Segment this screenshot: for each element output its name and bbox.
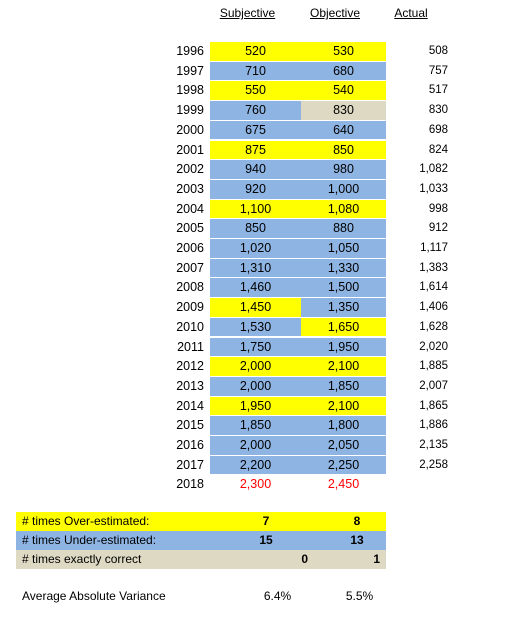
year-cell: 2018 bbox=[176, 477, 204, 492]
subjective-cell: 2,300 bbox=[210, 475, 301, 495]
objective-cell: 2,100 bbox=[301, 357, 386, 377]
table-row bbox=[0, 239, 509, 259]
summary-under-subjective: 15 bbox=[259, 533, 273, 547]
subjective-cell: 2,000 bbox=[210, 357, 301, 377]
summary-under-row bbox=[16, 531, 386, 550]
subjective-cell: 2,200 bbox=[210, 456, 301, 476]
summary-exact-objective: 1 bbox=[373, 552, 380, 566]
table-row bbox=[0, 377, 509, 397]
table-row bbox=[0, 62, 509, 82]
actual-cell: 1,885 bbox=[419, 360, 448, 373]
table-row bbox=[0, 278, 509, 298]
actual-cell: 517 bbox=[428, 84, 448, 97]
summary-exact-label: # times exactly correct bbox=[22, 552, 142, 566]
objective-cell: 1,080 bbox=[301, 200, 386, 220]
table-row bbox=[0, 42, 509, 62]
subjective-cell: 1,310 bbox=[210, 259, 301, 279]
table-row bbox=[0, 298, 509, 318]
actual-cell: 1,033 bbox=[419, 182, 448, 195]
table-row bbox=[0, 180, 509, 200]
objective-cell: 980 bbox=[301, 160, 386, 180]
objective-cell: 1,000 bbox=[301, 180, 386, 200]
subjective-cell: 1,950 bbox=[210, 397, 301, 417]
actual-cell: 1,117 bbox=[420, 242, 448, 254]
actual-cell: 2,007 bbox=[419, 379, 448, 392]
year-cell: 1997 bbox=[176, 63, 204, 78]
subjective-cell: 2,000 bbox=[210, 436, 301, 456]
objective-cell: 1,500 bbox=[301, 278, 386, 298]
subjective-cell: 1,100 bbox=[210, 200, 301, 220]
subjective-cell: 920 bbox=[210, 180, 301, 200]
actual-cell: 2,135 bbox=[419, 439, 448, 451]
table-row bbox=[0, 338, 509, 358]
table-row bbox=[0, 141, 509, 161]
year-cell: 1996 bbox=[176, 44, 204, 58]
objective-cell: 850 bbox=[301, 141, 386, 161]
year-cell: 2008 bbox=[176, 280, 204, 295]
actual-cell: 1,614 bbox=[419, 281, 448, 294]
year-cell: 2015 bbox=[176, 418, 204, 433]
year-cell: 2012 bbox=[176, 359, 204, 374]
year-cell: 1999 bbox=[176, 103, 204, 118]
variance-subjective: 6.4% bbox=[263, 589, 292, 603]
summary-over-label: # times Over-estimated: bbox=[22, 514, 150, 528]
table-row bbox=[0, 101, 509, 121]
summary-over-row bbox=[16, 512, 386, 531]
actual-cell: 830 bbox=[428, 104, 448, 117]
year-cell: 2013 bbox=[176, 378, 204, 393]
year-cell: 2005 bbox=[176, 221, 204, 236]
objective-cell: 880 bbox=[301, 219, 386, 239]
objective-cell: 1,050 bbox=[301, 239, 386, 259]
table-row bbox=[0, 318, 509, 338]
objective-cell: 1,350 bbox=[301, 298, 386, 318]
subjective-cell: 1,750 bbox=[210, 338, 301, 358]
year-cell: 1998 bbox=[176, 83, 204, 98]
subjective-cell: 710 bbox=[210, 62, 301, 82]
table-row bbox=[0, 456, 509, 476]
variance-label: Average Absolute Variance bbox=[22, 589, 166, 603]
objective-cell: 2,050 bbox=[301, 436, 386, 456]
year-cell: 2007 bbox=[176, 260, 204, 275]
actual-cell: 2,258 bbox=[419, 458, 448, 471]
table-row bbox=[0, 200, 509, 220]
variance-objective: 5.5% bbox=[345, 589, 374, 603]
subjective-cell: 1,530 bbox=[210, 318, 301, 338]
actual-cell: 1,406 bbox=[419, 301, 448, 314]
summary-exact-subjective: 0 bbox=[301, 552, 308, 566]
table-row bbox=[0, 397, 509, 417]
subjective-cell: 1,020 bbox=[210, 239, 301, 259]
subjective-cell: 675 bbox=[210, 121, 301, 141]
objective-cell: 680 bbox=[301, 62, 386, 82]
year-cell: 2014 bbox=[176, 398, 204, 413]
subjective-cell: 550 bbox=[210, 81, 301, 101]
header-actual: Actual bbox=[394, 6, 428, 20]
objective-cell: 2,250 bbox=[301, 456, 386, 476]
summary-exact-row bbox=[16, 550, 386, 569]
year-cell: 2004 bbox=[176, 201, 204, 216]
summary-under-label: # times Under-estimated: bbox=[22, 533, 157, 547]
actual-cell: 824 bbox=[428, 143, 448, 156]
actual-cell: 1,886 bbox=[419, 419, 448, 432]
table-row bbox=[0, 259, 509, 279]
subjective-cell: 875 bbox=[210, 141, 301, 161]
summary-over-subjective: 7 bbox=[262, 514, 270, 528]
table-row bbox=[0, 219, 509, 239]
subjective-cell: 1,850 bbox=[210, 416, 301, 436]
actual-cell: 698 bbox=[428, 123, 448, 136]
objective-cell: 530 bbox=[301, 42, 386, 62]
objective-cell: 830 bbox=[301, 101, 386, 121]
year-cell: 2009 bbox=[176, 300, 204, 315]
actual-cell: 1,383 bbox=[419, 261, 448, 274]
subjective-cell: 1,450 bbox=[210, 298, 301, 318]
year-cell: 2002 bbox=[176, 162, 204, 177]
actual-cell: 757 bbox=[428, 64, 448, 77]
objective-cell: 2,100 bbox=[301, 397, 386, 417]
table-row bbox=[0, 160, 509, 180]
year-cell: 2016 bbox=[176, 438, 204, 452]
actual-cell: 1,865 bbox=[419, 399, 448, 412]
table-row bbox=[0, 81, 509, 101]
year-cell: 2000 bbox=[176, 122, 204, 137]
year-cell: 2011 bbox=[177, 339, 204, 354]
actual-cell: 508 bbox=[428, 45, 448, 57]
table-row bbox=[0, 475, 509, 495]
year-cell: 2010 bbox=[176, 319, 204, 334]
objective-cell: 1,650 bbox=[301, 318, 386, 338]
subjective-cell: 760 bbox=[210, 101, 301, 121]
subjective-cell: 2,000 bbox=[210, 377, 301, 397]
year-cell: 2017 bbox=[176, 457, 204, 472]
table-row bbox=[0, 416, 509, 436]
objective-cell: 640 bbox=[301, 121, 386, 141]
objective-cell: 1,800 bbox=[301, 416, 386, 436]
actual-cell: 1,628 bbox=[419, 320, 448, 333]
subjective-cell: 850 bbox=[210, 219, 301, 239]
header-subjective: Subjective bbox=[219, 6, 276, 20]
summary-under-objective: 13 bbox=[350, 533, 364, 547]
subjective-cell: 1,460 bbox=[210, 278, 301, 298]
table-row bbox=[0, 357, 509, 377]
actual-cell: 912 bbox=[428, 222, 448, 235]
objective-cell: 1,850 bbox=[301, 377, 386, 397]
objective-cell: 540 bbox=[301, 81, 386, 101]
header-objective: Objective bbox=[309, 6, 361, 20]
table-row bbox=[0, 436, 509, 456]
objective-cell: 1,330 bbox=[301, 259, 386, 279]
year-cell: 2001 bbox=[176, 142, 204, 157]
actual-cell: 1,082 bbox=[419, 163, 448, 176]
year-cell: 2003 bbox=[176, 181, 204, 196]
subjective-cell: 520 bbox=[210, 42, 301, 62]
table-row bbox=[0, 121, 509, 141]
summary-over-objective: 8 bbox=[353, 514, 361, 528]
objective-cell: 1,950 bbox=[301, 338, 386, 358]
objective-cell: 2,450 bbox=[301, 475, 386, 495]
actual-cell: 998 bbox=[428, 202, 448, 215]
actual-cell: 2,020 bbox=[419, 340, 448, 353]
subjective-cell: 940 bbox=[210, 160, 301, 180]
year-cell: 2006 bbox=[176, 241, 204, 255]
